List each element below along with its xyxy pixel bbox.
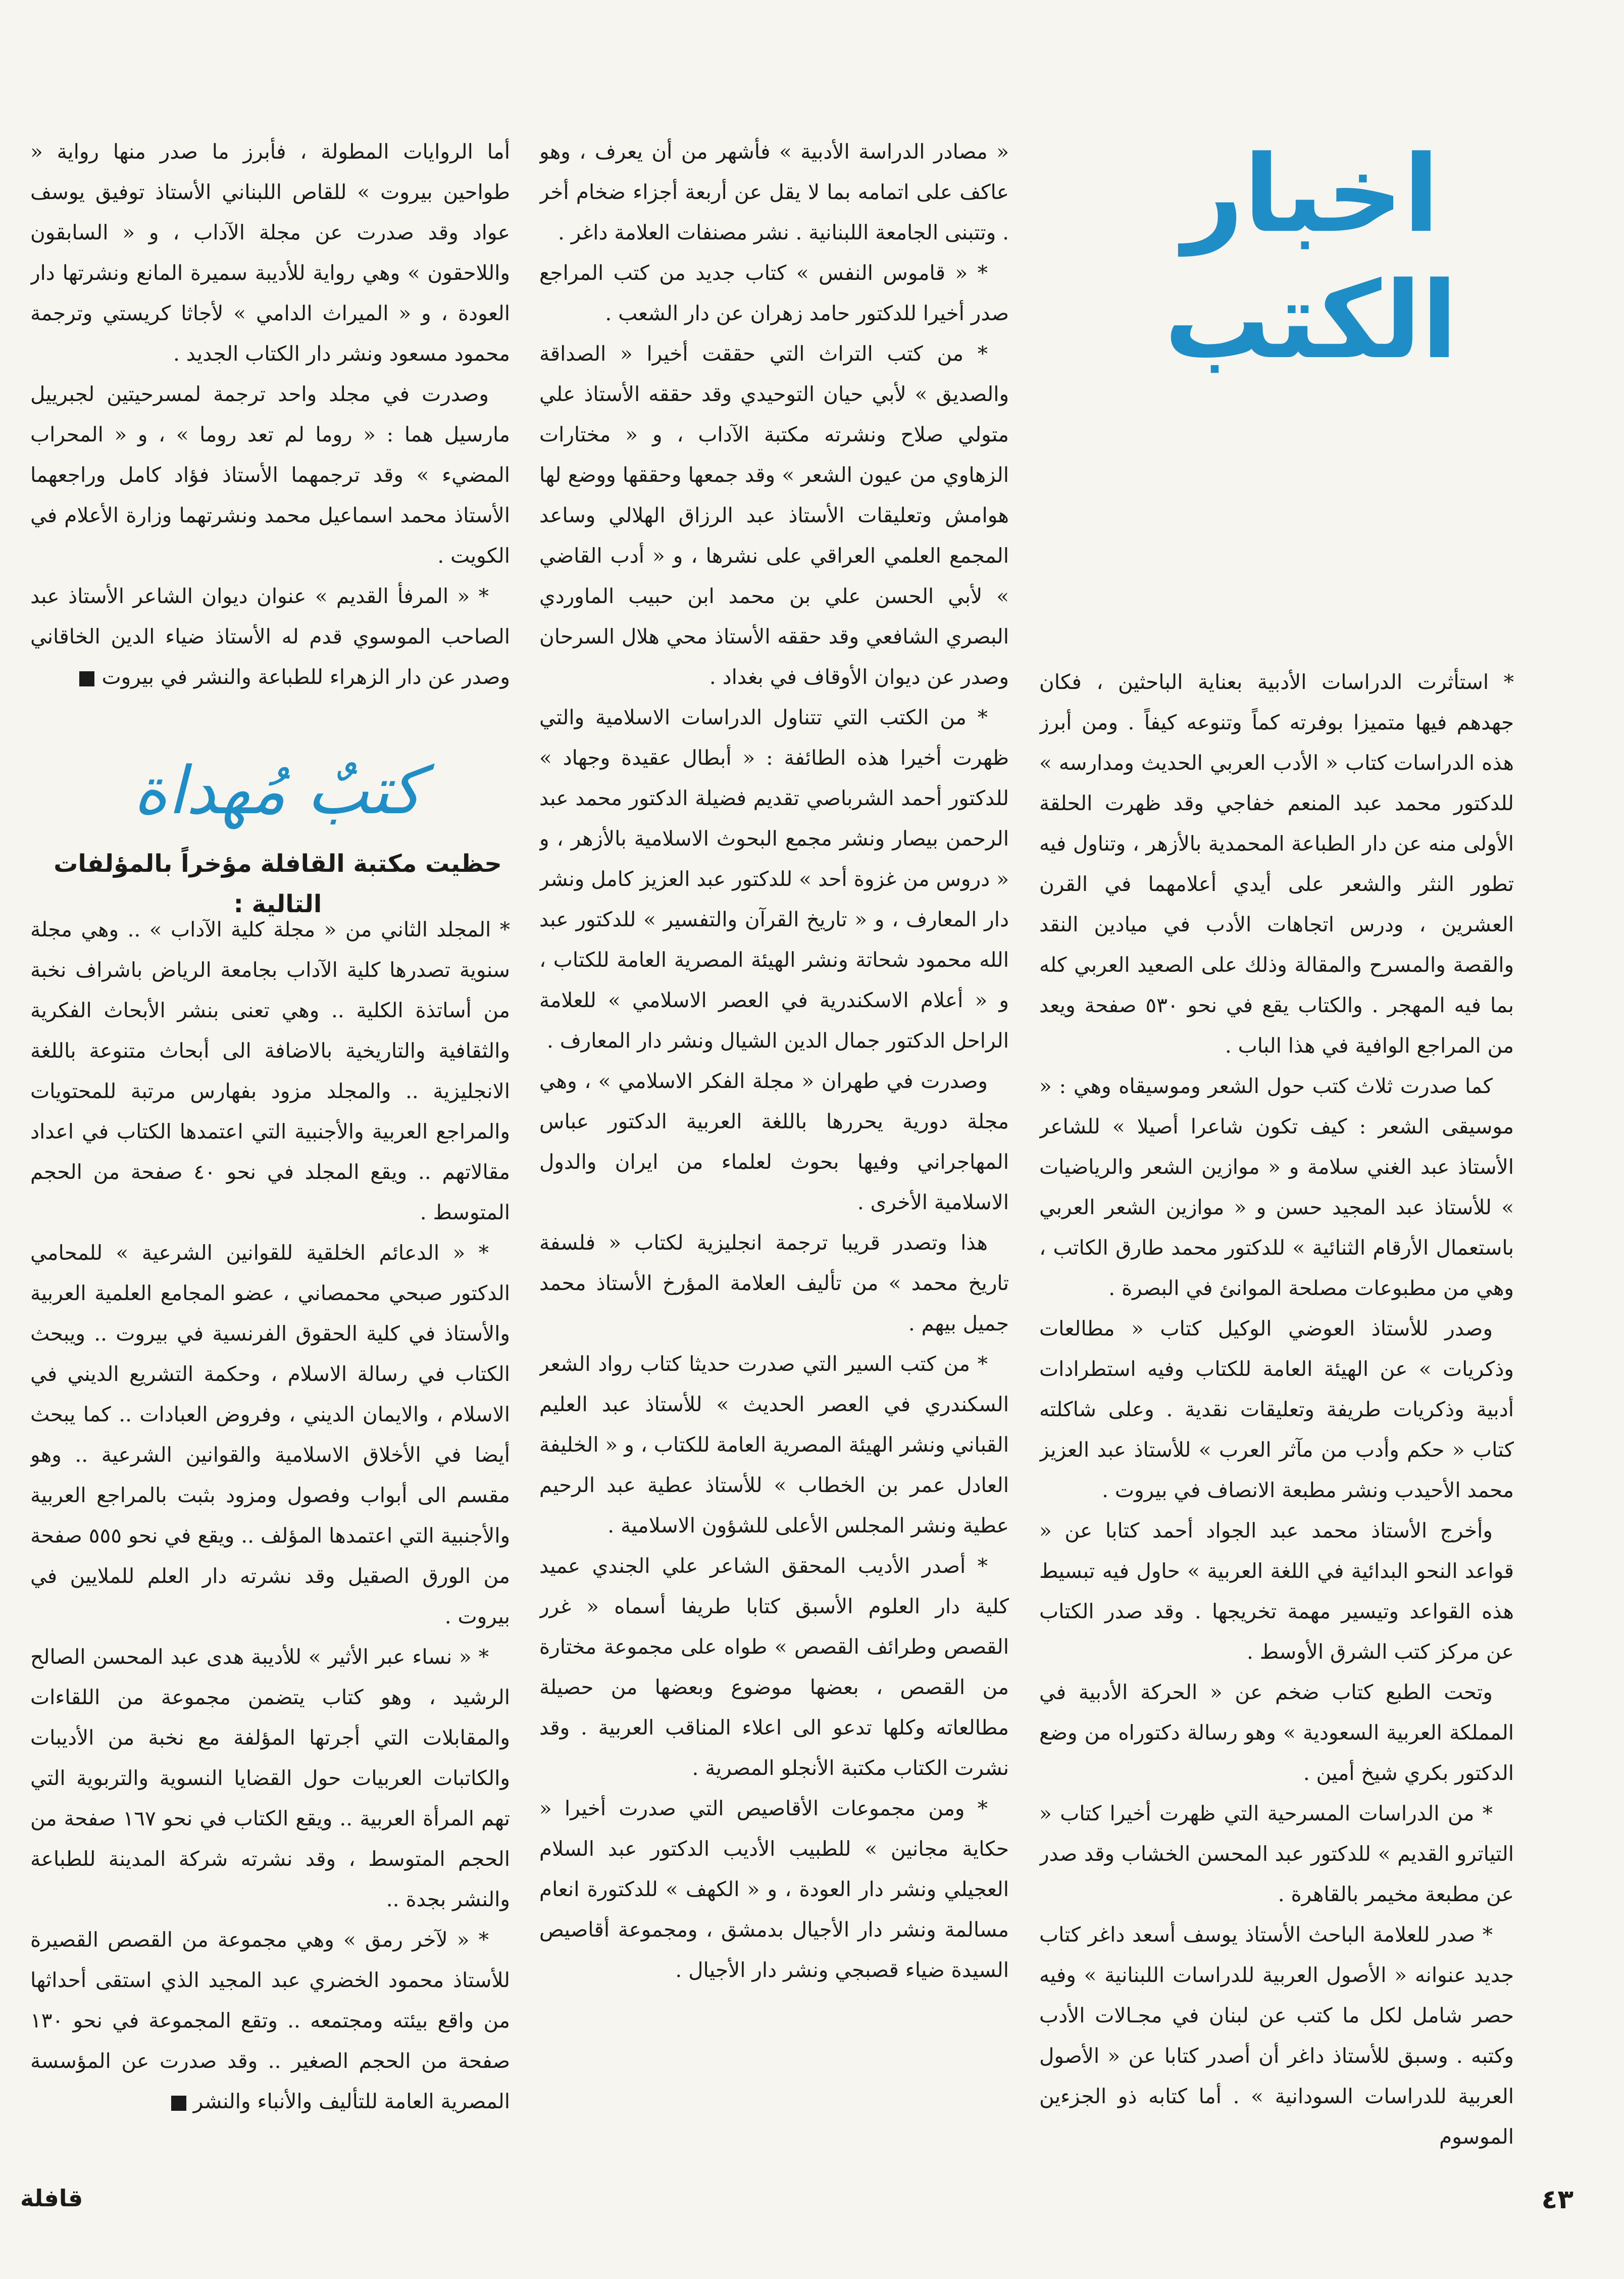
paragraph: كما صدرت ثلاث كتب حول الشعر وموسيقاه وهي : « موسيقى الشعر : كيف تكون شاعرا أصيلا » للشاعر الأستاذ عبد الغني سلامة و « موازين الشعر والرياضيات » للأستاذ عبد المجيد حسن و « موازين الشعر العربي باستعمال الأرقام الثنائية » للدكتور محمد طارق الكاتب ، وهي من مطبوعات مصلحة الموانئ في البصرة . — [1039, 1074, 1514, 1300]
title-line-1: اخبار — [1182, 132, 1440, 256]
paragraph: * ومن مجموعات الأقاصيص التي صدرت أخيرا « حكاية مجانين » للطبيب الأديب الدكتور عبد السلام العجيلي ونشر دار العودة ، و « الكهف » للدكتورة انعام مسالمة ونشر دار الأجيال بدمشق ، ومجموعة أقاصيص السيدة ضياء قصبجي ونشر دار الأجيال . — [539, 1796, 1009, 1982]
column-1 — [1039, 662, 1514, 2162]
column-4 — [30, 909, 510, 2157]
paragraph: * « نساء عبر الأثير » للأديبة هدى عبد المحسن الصالح الرشيد ، وهو كتاب يتضمن مجموعة من اللقاءات والمقابلات التي أجرتها المؤلفة مع نخبة من الأديبات والكاتبات العربيات حول القضايا النسوية والتربوية التي تهم المرأة العربية .. ويقع الكتاب في نحو ١٦٧ صفحة من الحجم المتوسط ، وقد نشرته شركة المدينة للطباعة والنشر بجدة .. — [30, 1645, 510, 1911]
paragraph: * المجلد الثاني من « مجلة كلية الآداب » .. وهي مجلة سنوية تصدرها كلية الآداب بجامعة الرياض باشراف نخبة من أساتذة الكلية .. وهي تعنى بنشر الأبحاث الفكرية والثقافية والتاريخية بالاضافة الى أبحاث متنوعة باللغة الانجليزية .. والمجلد مزود بفهارس مرتبة للمحتويات والمراجع العربية والأجنبية التي اعتمدها الكتاب في اعداد مقالاتهم .. ويقع المجلد في نحو ٤٠ صفحة من الحجم المتوسط . — [30, 917, 510, 1224]
end-of-article-mark — [79, 671, 94, 686]
column-3 — [30, 131, 510, 737]
paragraph — [30, 1919, 510, 2121]
paragraph: وتحت الطبع كتاب ضخم عن « الحركة الأدبية في المملكة العربية السعودية » وهو رسالة دكتوراه من وضع الدكتور بكري شيخ أمين . — [1039, 1680, 1514, 1785]
paragraph — [30, 576, 510, 697]
paragraph: وصدرت في طهران « مجلة الفكر الاسلامي » ، وهي مجلة دورية يحررها باللغة العربية الدكتور عباس المهاجراني وفيها بحوث لعلماء من ايران والدول الاسلامية الأخرى . — [539, 1069, 1009, 1214]
paragraph: * من كتب التراث التي حققت أخيرا « الصداقة والصديق » لأبي حيان التوحيدي وقد حققه الأستاذ علي متولي صلاح ونشرته مكتبة الآداب ، و « مختارات الزهاوي من عيون الشعر » وقد جمعها وحققها ووضع لها هوامش وتعليقات الأستاذ عبد الرزاق الهلالي وساعد المجمع العلمي العراقي على نشرها ، و « أدب القاضي » لأبي الحسن علي بن محمد ابن حبيب الماوردي البصري الشافعي وقد حققه الأستاذ محي هلال السرحان وصدر عن ديوان الأوقاف في بغداد . — [539, 341, 1009, 689]
gift-books-heading: حظيت مكتبة القافلة مؤخراً بالمؤلفات التالية : — [54, 850, 502, 918]
paragraph: وأخرج الأستاذ محمد عبد الجواد أحمد كتابا عن « قواعد النحو البدائية في اللغة العربية » حاول فيه تبسيط هذه القواعد وتيسير مهمة تخريجها . وقد صدر الكتاب عن مركز كتب الشرق الأوسط . — [1039, 1518, 1514, 1664]
paragraph: * من كتب السير التي صدرت حديثا كتاب رواد الشعر السكندري في العصر الحديث » للأستاذ عبد العليم القباني ونشر الهيئة المصرية العامة للكتاب ، و « الخليفة العادل عمر بن الخطاب » للأستاذ عطية عبد الرحيم عطية ونشر المجلس الأعلى للشؤون الاسلامية . — [539, 1352, 1009, 1538]
page-number: ٤٣ — [1541, 2185, 1574, 2215]
paragraph-text: * « لآخر رمق » وهي مجموعة من القصص القصيرة للأستاذ محمود الخضري عبد المجيد الذي استقى أحداثها من واقع بيئته ومجتمعه .. وتقع المجموعة في نحو ١٣٠ صفحة من الحجم الصغير .. وقد صدرت عن المؤسسة المصرية العامة للتأليف والأنباء والنشر — [30, 1927, 510, 2113]
section-title — [1114, 131, 1508, 384]
paragraph: * صدر للعلامة الباحث الأستاذ يوسف أسعد داغر كتاب جديد عنوانه « الأصول العربية للدراسات اللبنانية » وفيه حصر شامل لكل ما كتب عن لبنان في مجـالات الأدب وكتبه . وسبق للأستاذ داغر أن أصدر كتابا عن « الأصول العربية للدراسات السودانية » . أما كتابه ذو الجزءين الموسوم — [1039, 1922, 1514, 2149]
paragraph: هذا وتصدر قريبا ترجمة انجليزية لكتاب « فلسفة تاريخ محمد » من تأليف العلامة المؤرخ الأستاذ محمد جميل بيهم . — [539, 1230, 1009, 1335]
paragraph: * أصدر الأديب المحقق الشاعر علي الجندي عميد كلية دار العلوم الأسبق كتابا طريفا أسماه « غرر القصص وطرائف القصص » طواه على مجموعة مختارة من القصص ، بعضها موضوع وبعضها من حصيلة مطالعاته وكلها تدعو الى اعلاء المناقب العربية . وقد نشرت الكتاب مكتبة الأنجلو المصرية . — [539, 1554, 1009, 1780]
paragraph: * « الدعائم الخلقية للقوانين الشرعية » للمحامي الدكتور صبحي محمصاني ، عضو المجامع العلمية العربية والأستاذ في كلية الحقوق الفرنسية في بيروت .. ويبحث الكتاب في رسالة الاسلام ، وحكمة التشريع الديني في الاسلام ، والايمان الديني ، وفروض العبادات .. كما يبحث أيضا في الأخلاق الاسلامية والقوانين الشرعية .. وهو مقسم الى أبواب وفصول ومزود بثبت بالمراجع العربية والأجنبية التي اعتمدها المؤلف .. ويقع في نحو ٥٥٥ صفحة من الورق الصقيل وقد نشرته دار العلم للملايين في بيروت . — [30, 1241, 510, 1628]
title-line-2: الكتب — [1164, 259, 1458, 382]
paragraph: وصدرت في مجلد واحد ترجمة لمسرحيتين لجبرييل مارسيل هما : « روما لم تعد روما » ، و « المحراب المضيء » وقد ترجمهما الأستاذ فؤاد كامل وراجعهما الأستاذ محمد اسماعيل محمد ونشرتهما وزارة الأعلام في الكويت . — [30, 382, 510, 568]
paragraph: وصدر للأستاذ العوضي الوكيل كتاب « مطالعات وذكريات » عن الهيئة العامة للكتاب وفيه استطرادات أدبية وذكريات طريفة وتعليقات نقدية . وعلى شاكلته كتاب « حكم وأدب من مآثر العرب » للأستاذ عبد العزيز محمد الأحيدب ونشر مطبعة الانصاف في بيروت . — [1039, 1316, 1514, 1502]
magazine-name: قافلة — [20, 2185, 83, 2212]
column-2 — [539, 131, 1009, 2157]
end-of-article-mark — [171, 2096, 186, 2111]
paragraph-text: * « المرفأ القديم » عنوان ديوان الشاعر الأستاذ عبد الصاحب الموسوي قدم له الأستاذ ضياء الدين الخاقاني وصدر عن دار الزهراء للطباعة والنشر في بيروت — [30, 584, 510, 689]
paragraph: * من الكتب التي تتناول الدراسات الاسلامية والتي ظهرت أخيرا هذه الطائفة : « أبطال عقيدة وجهاد » للدكتور أحمد الشرباصي تقديم فضيلة الدكتور محمد عبد الرحمن بيصار ونشر مجمع البحوث الاسلامية بالأزهر ، و « دروس من غزوة أحد » للدكتور عبد العزيز كامل ونشر دار المعارف ، و « تاريخ القرآن والتفسير » للدكتور عبد الله محمود شحاتة ونشر الهيئة المصرية العامة للكتاب ، و « أعلام الاسكندرية في العصر الاسلامي » للعلامة الراحل الدكتور جمال الدين الشيال ونشر دار المعارف . — [539, 705, 1009, 1053]
paragraph: « مصادر الدراسة الأدبية » فأشهر من أن يعرف ، وهو عاكف على اتمامه بما لا يقل عن أربعة أجزاء ضخام أخر . وتتبنى الجامعة اللبنانية . نشر مصنفات العلامة داغر . — [539, 139, 1009, 244]
paragraph: * استأثرت الدراسات الأدبية بعناية الباحثين ، فكان جهدهم فيها متميزا بوفرته كماً وتنوعه كيفاً . ومن أبرز هذه الدراسات كتاب « الأدب العربي الحديث ومدارسه » للدكتور محمد عبد المنعم خفاجي وقد ظهرت الحلقة الأولى منه عن دار الطباعة المحمدية بالأزهر ، وتناول فيه تطور النثر والشعر على أيدي أعلامهما في القرن العشرين ، ودرس اتجاهات الأدب في ميادين النقد والقصة والمسرح والمقالة وذلك على الصعيد العربي كله بما فيه المهجر . والكتاب يقع في نحو ٥٣٠ صفحة ويعد من المراجع الوافية في هذا الباب . — [1039, 670, 1514, 1058]
paragraph: أما الروايات المطولة ، فأبرز ما صدر منها رواية « طواحين بيروت » للقاص اللبناني الأستاذ توفيق يوسف عواد وقد صدرت عن مجلة الآداب ، و « السابقون واللاحقون » وهي رواية للأديبة سميرة المانع ونشرتها دار العودة ، و « الميراث الدامي » لأجاثا كريستي وترجمة محمود مسعود ونشر دار الكتاب الجديد . — [30, 139, 510, 366]
paragraph: * « قاموس النفس » كتاب جديد من كتب المراجع صدر أخيرا للدكتور حامد زهران عن دار الشعب . — [539, 261, 1009, 325]
gift-books-logo: كتبٌ مُهداة — [133, 752, 423, 829]
paragraph: * من الدراسات المسرحية التي ظهرت أخيرا كتاب « التياترو القديم » للدكتور عبد المحسن الخشاب وقد صدر عن مطبعة مخيمر بالقاهرة . — [1039, 1801, 1514, 1906]
